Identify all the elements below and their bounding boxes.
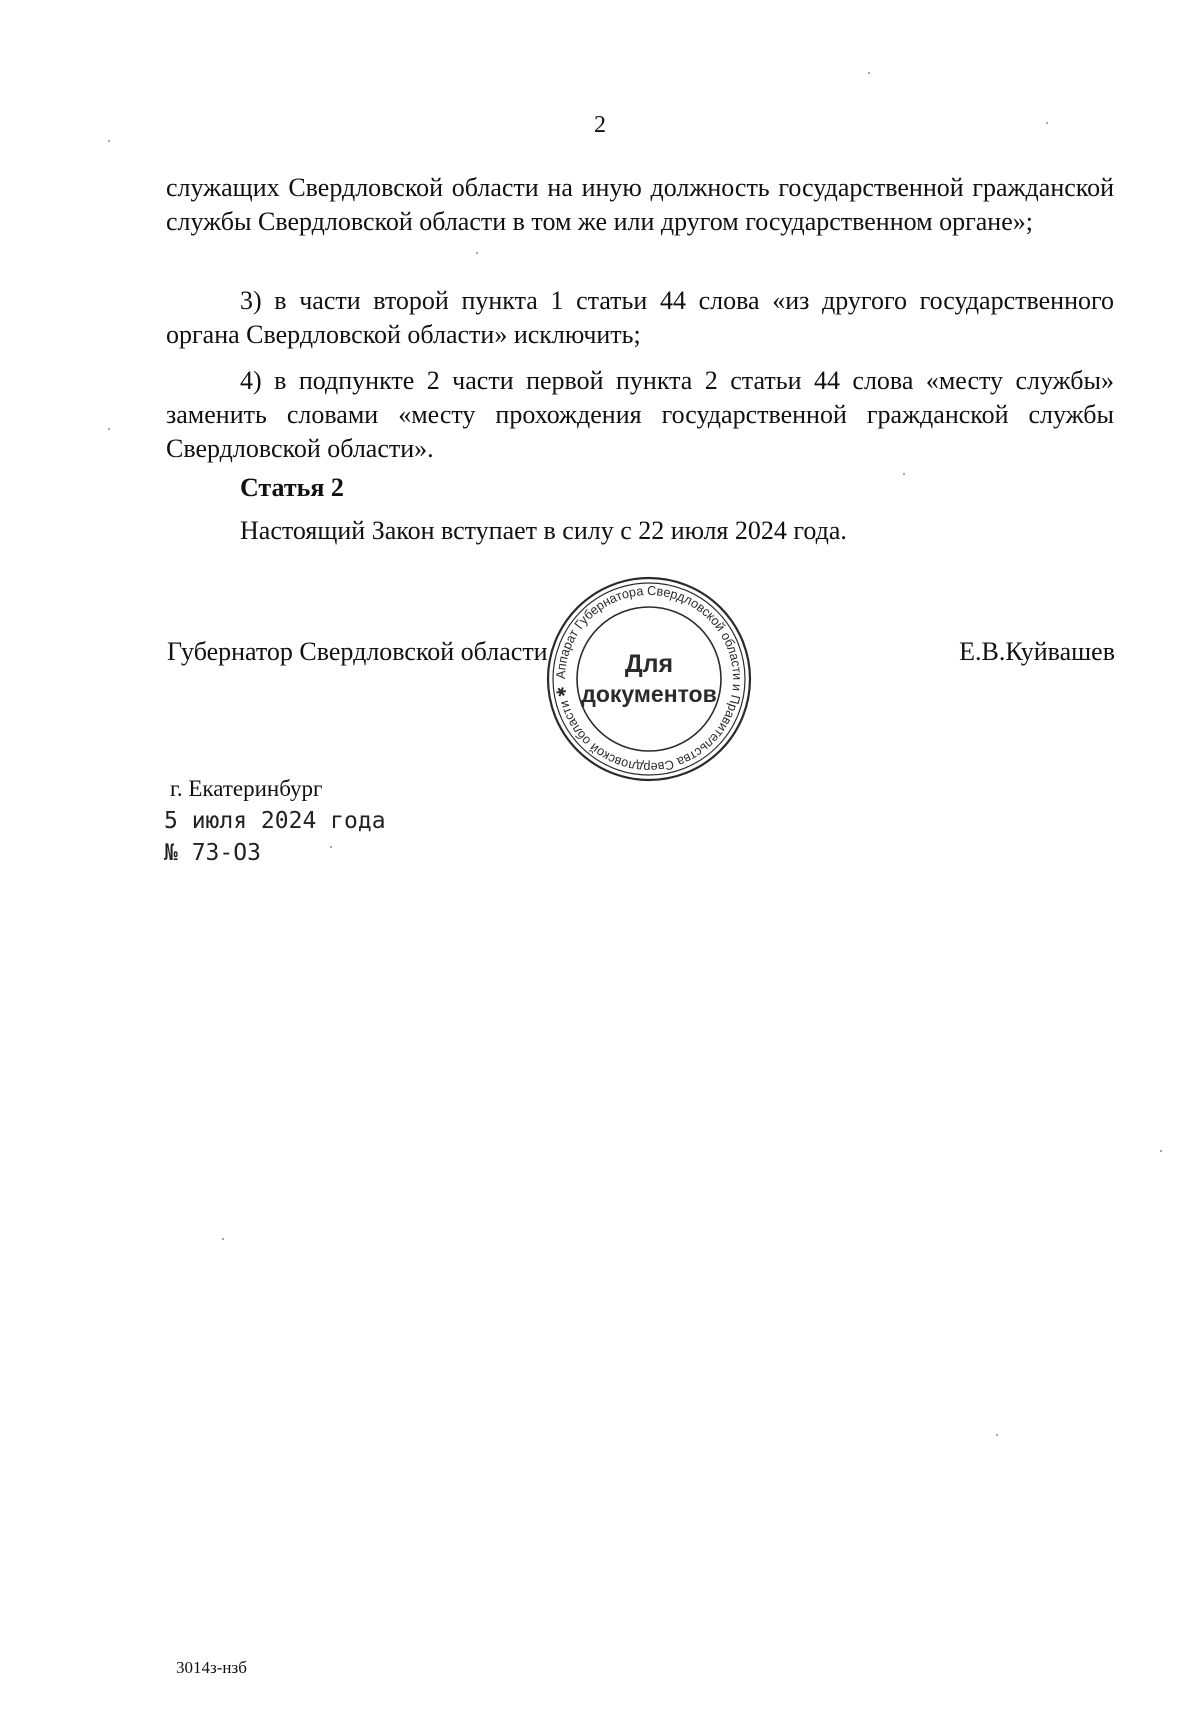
- signing-city: г. Екатеринбург: [170, 776, 323, 801]
- scan-speck: [868, 72, 870, 74]
- seal-center-line-2: документов: [581, 681, 717, 707]
- paragraph-item-3: 3) в части второй пункта 1 статьи 44 слова «из другого государственного органа Свердловской области» исключить;: [166, 286, 1114, 349]
- signatory-name: Е.В.Куйвашев: [959, 637, 1115, 666]
- seal-inner-ring: [577, 607, 721, 751]
- scan-speck: [108, 428, 110, 430]
- scan-speck: [1046, 122, 1048, 124]
- seal-center-line-1: Для: [624, 650, 674, 678]
- article-2-text: Настоящий Закон вступает в силу с 22 июля 2024 года.: [240, 516, 847, 545]
- seal-outer-ring: [548, 578, 750, 780]
- scan-speck: [1160, 1150, 1162, 1152]
- scan-speck: [903, 473, 905, 475]
- paragraph-continuation: служащих Свердловской области на иную должность государственной гражданской службы Свердловской области в том же или другом государственном органе»;: [166, 173, 1114, 236]
- paragraph-item-4: 4) в подпункте 2 части первой пункта 2 статьи 44 слова «месту службы» заменить словами «месту прохождения государственной гражданской службы Свердловской области».: [166, 366, 1114, 463]
- scan-speck: [108, 140, 110, 142]
- law-number: № 73-ОЗ: [164, 840, 261, 866]
- signing-date: 5 июля 2024 года: [164, 808, 386, 834]
- page-number: 2: [594, 112, 606, 138]
- scan-speck: [476, 252, 478, 254]
- article-2-heading: Статья 2: [240, 473, 344, 502]
- document-footer-code: 3014з-нзб: [176, 1658, 247, 1677]
- scan-speck: [330, 846, 332, 848]
- scan-speck: [996, 1434, 998, 1436]
- official-seal-stamp: [544, 574, 754, 784]
- seal-ring-text: Аппарат Губернатора Свердловской области и Правительства Свердловской области ✱: [552, 582, 746, 776]
- scan-speck: [222, 1238, 224, 1240]
- signatory-title: Губернатор Свердловской области: [167, 637, 548, 666]
